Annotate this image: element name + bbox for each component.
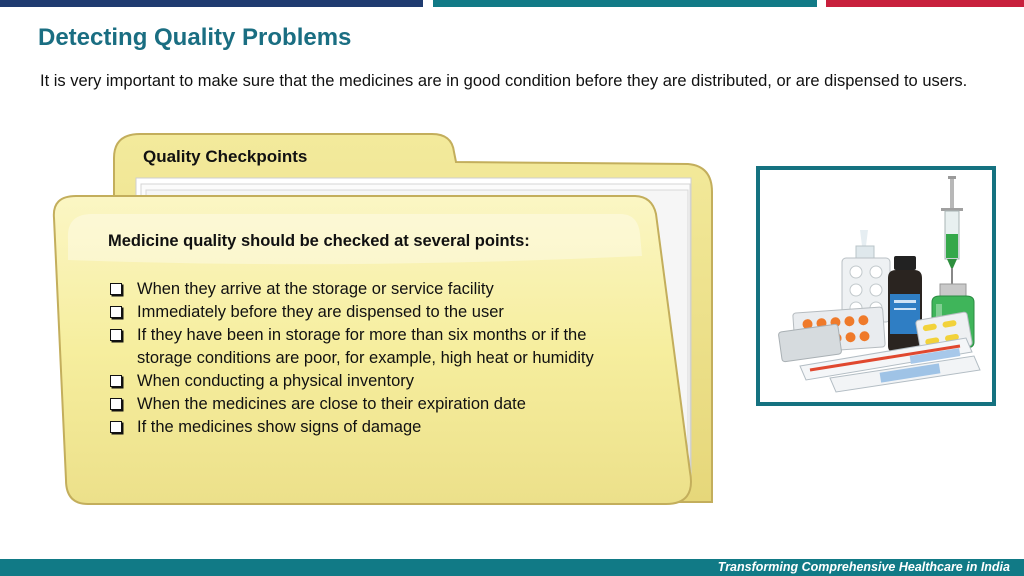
slide-title: Detecting Quality Problems [38,24,352,51]
list-item-text: When the medicines are close to their expiration date [137,395,526,413]
top-bar-navy [0,0,423,7]
checkpoints-heading: Medicine quality should be checked at several points: [108,232,530,250]
folder-tab-label: Quality Checkpoints [143,147,308,166]
top-bar-red [826,0,1024,7]
list-item [108,416,628,439]
checkbox-icon [110,375,122,387]
medicines-photo [756,166,996,406]
checkbox-icon [110,398,122,410]
list-item [108,370,628,393]
list-item-text: Immediately before they are dispensed to the user [137,303,504,321]
list-item [108,301,628,324]
list-item-text: If they have been in storage for more than six months or if the storage conditions are poor, for example, high heat or humidity [137,326,594,367]
checkpoint-list [108,278,628,439]
foil-pack-icon [778,324,842,362]
list-item-text: When they arrive at the storage or service facility [137,280,494,298]
intro-paragraph: It is very important to make sure that the medicines are in good condition before they are distributed, or are dispensed to users. [40,72,968,90]
list-item-text: If the medicines show signs of damage [137,418,422,436]
checkbox-icon [110,421,122,433]
checkbox-icon [110,306,122,318]
dropper-bottle-icon [856,230,874,260]
checkbox-icon [110,329,122,341]
list-item-text: When conducting a physical inventory [137,372,414,390]
syringe-icon [941,176,963,286]
list-item [108,278,628,301]
medicines-illustration [760,170,992,402]
list-item [108,324,628,370]
list-item [108,393,628,416]
checkbox-icon [110,283,122,295]
footer-bar [0,559,1024,576]
medicine-bottle-icon [888,256,922,352]
top-bar-teal [433,0,817,7]
footer-tagline: Transforming Comprehensive Healthcare in India [717,560,1010,574]
